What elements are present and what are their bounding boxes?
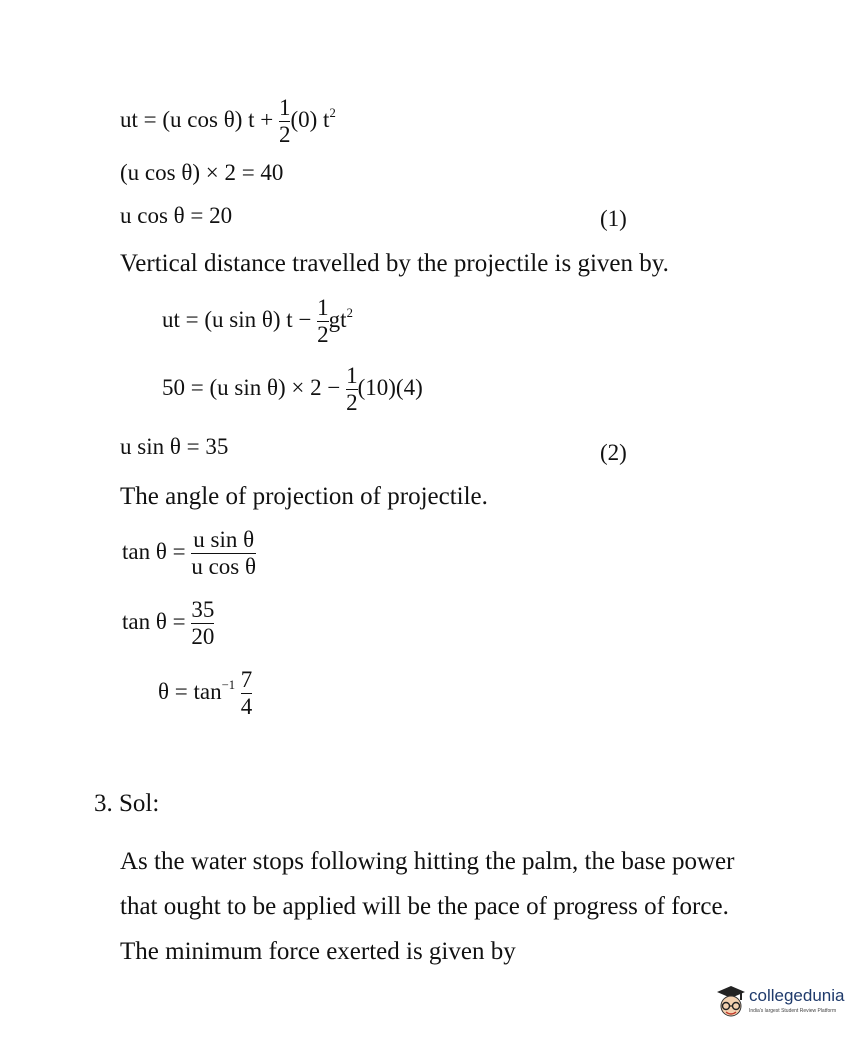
equation-cos-times-two: (u cos θ) × 2 = 40 [120,160,284,185]
equation-theta: $\theta = \tan^{-1}$ $\frac{7}{4}$ [158,667,253,720]
logo-wordmark: collegedunia [749,986,845,1005]
vertical-distance-text: Vertical distance travelled by the projectile is given by. [120,250,669,277]
equation-tag-1: (1) [600,206,627,231]
paragraph-line-2: that ought to be applied will be the pace of progress of force. [120,893,729,920]
fraction-35-over-20: $\frac{35}{20}$ [191,597,215,650]
angle-of-projection-text: The angle of projection of projectile. [120,483,488,510]
equation-usin-35: u sin θ = 35 [120,434,229,459]
equation-50: 50 = (u sin θ) × 2 − $\frac{1}{2}$ (10)(4) [162,363,423,416]
paragraph-line-3: The minimum force exerted is given by [120,938,516,965]
solution-3-heading: 3. Sol: [94,790,160,817]
equation-ut-sin: ut = (u sin θ) t − $\frac{1}{2}$ $gt^2$ [162,295,353,348]
collegedunia-logo [713,980,853,1024]
paragraph-line-1: As the water stops following hitting the palm, the base power [120,848,735,875]
fraction-half: $\frac{1}{2}$ [278,95,291,148]
equation-tan-35-20: tan θ = $\frac{35}{20}$ [122,597,215,650]
equation-ucos-20: u cos θ = 20 [120,203,233,228]
equation-tag-2: (2) [600,440,627,465]
fraction-7-over-4: $\frac{7}{4}$ [240,667,253,720]
student-mascot-icon [713,982,749,1022]
fraction-half: $\frac{1}{2}$ [317,295,329,348]
fraction-half: $\frac{1}{2}$ [346,363,358,416]
equation-tan-ratio: tan θ = $\frac{\text{u sin θ}}{\text{u cos θ}}$ [122,527,257,580]
fraction-sin-over-cos: $\frac{\text{u sin θ}}{\text{u cos θ}}$ [191,527,257,580]
equation-ut-cos: ut = (u cos θ) t + $\frac{1}{2}$ (0) $t^2$ [120,95,336,148]
logo-tagline: India's largest Student Review Platform [749,1008,837,1014]
